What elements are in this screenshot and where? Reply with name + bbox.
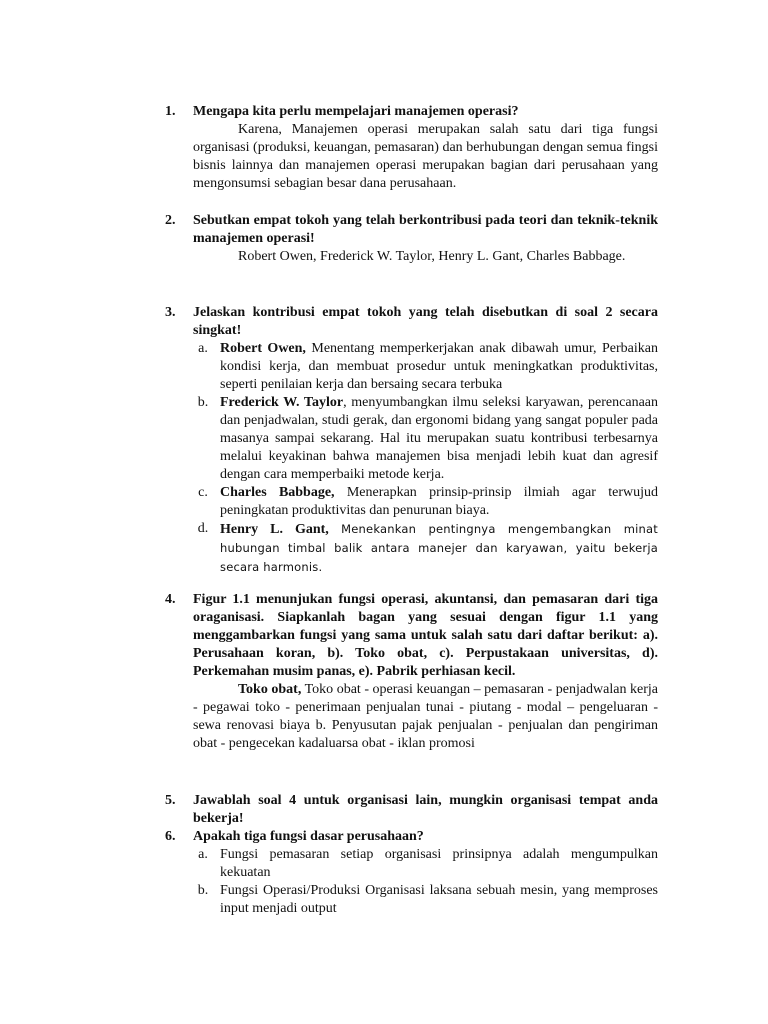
function-text: Fungsi pemasaran setiap organisasi prinsipnya adalah mengumpulkan kekuatan bbox=[220, 847, 658, 880]
person-name: Henry L. Gant, bbox=[220, 522, 329, 537]
question-1 bbox=[165, 103, 658, 193]
question-5 bbox=[165, 792, 658, 828]
list-letter: b. bbox=[197, 395, 209, 410]
question-number: 3. bbox=[165, 305, 176, 320]
contribution-text: , menyumbangkan ilmu seleksi karyawan, perencanaan dan penjadwalan, studi gerak, dan ergonomi bidang yang sangat populer pada masanya sampai sekarang. Hal itu merupakan suatu kontribusi terbesarnya melalui keyakinan bahwa manajemen bisa menjadi lebih kuat dan agresif dengan cara memperbaiki metode kerja. bbox=[220, 395, 658, 482]
list-item bbox=[193, 340, 658, 394]
question-6 bbox=[165, 828, 658, 918]
list-letter: b. bbox=[197, 883, 209, 898]
question-text: Sebutkan empat tokoh yang telah berkontribusi pada teori dan teknik-teknik manajemen operasi! bbox=[193, 213, 658, 246]
person-name: Frederick W. Taylor bbox=[220, 395, 344, 410]
person-name: Charles Babbage, bbox=[220, 485, 335, 500]
question-text: Jawablah soal 4 untuk organisasi lain, mungkin organisasi tempat anda bekerja! bbox=[193, 793, 658, 826]
answer-text: Toko obat - operasi keuangan – pemasaran - penjadwalan kerja - pegawai toko - penerimaan penjualan tunai - piutang - modal – pengeluaran - sewa renovasi biaya b. Penyusutan pajak penjualan - penjualan dan pengiriman obat - pengecekan kadaluarsa obat - iklan promosi bbox=[193, 682, 658, 751]
answer-lead: Toko obat, bbox=[238, 682, 302, 697]
answer-text: Karena, Manajemen operasi merupakan salah satu dari tiga fungsi organisasi (produksi, keuangan, pemasaran) dan berhubungan dengan semua fingsi bisnis lainnya dan manajemen operasi merupakan bagian dari perusahaan yang mengonsumsi sebagian besar dana perusahaan. bbox=[193, 122, 658, 191]
list-letter: a. bbox=[198, 847, 208, 862]
contribution-text: Menekankan pentingnya mengembangkan minat hubungan timbal balik antara manejer dan karyawan, yaitu bekerja secara harmonis. bbox=[220, 522, 658, 574]
question-number: 4. bbox=[165, 592, 176, 607]
question-3 bbox=[165, 304, 658, 577]
question-text: Mengapa kita perlu mempelajari manajemen operasi? bbox=[193, 104, 519, 119]
list-item bbox=[193, 484, 658, 520]
list-item bbox=[193, 394, 658, 484]
question-number: 2. bbox=[165, 213, 176, 228]
list-letter: c. bbox=[198, 485, 208, 500]
question-4 bbox=[165, 591, 658, 753]
person-name: Robert Owen, bbox=[220, 341, 306, 356]
question-number: 1. bbox=[165, 104, 176, 119]
question-2 bbox=[165, 212, 658, 266]
list-item bbox=[193, 520, 658, 577]
list-item bbox=[193, 882, 658, 918]
list-item bbox=[193, 846, 658, 882]
list-letter: d. bbox=[197, 521, 209, 536]
answer-text: Robert Owen, Frederick W. Taylor, Henry L. Gant, Charles Babbage. bbox=[238, 249, 626, 264]
question-number: 6. bbox=[165, 829, 176, 844]
question-text: Figur 1.1 menunjukan fungsi operasi, akuntansi, dan pemasaran dari tiga oraganisasi. Siapkanlah bagan yang sesuai dengan figur 1.1 yang menggambarkan fungsi yang sama untuk salah satu dari daftar berikut: a). Perusahaan koran, b). Toko obat, c). Perpustakaan universitas, d). Perkemahan musim panas, e). Pabrik perhiasan kecil. bbox=[193, 592, 658, 679]
question-text: Jelaskan kontribusi empat tokoh yang telah disebutkan di soal 2 secara singkat! bbox=[193, 305, 658, 338]
contribution-text: Menentang memperkerjakan anak dibawah umur, Perbaikan kondisi kerja, dan membuat prosedur untuk meningkatkan produktivitas, seperti penilaian kerja dan bersaing secara terbuka bbox=[220, 341, 658, 392]
function-text: Fungsi Operasi/Produksi Organisasi laksana sebuah mesin, yang memproses input menjadi output bbox=[220, 883, 658, 916]
question-number: 5. bbox=[165, 793, 176, 808]
question-text: Apakah tiga fungsi dasar perusahaan? bbox=[193, 829, 424, 844]
contribution-text: Menerapkan prinsip-prinsip ilmiah agar terwujud peningkatan produktivitas dan penurunan biaya. bbox=[220, 485, 658, 518]
list-letter: a. bbox=[198, 341, 208, 356]
